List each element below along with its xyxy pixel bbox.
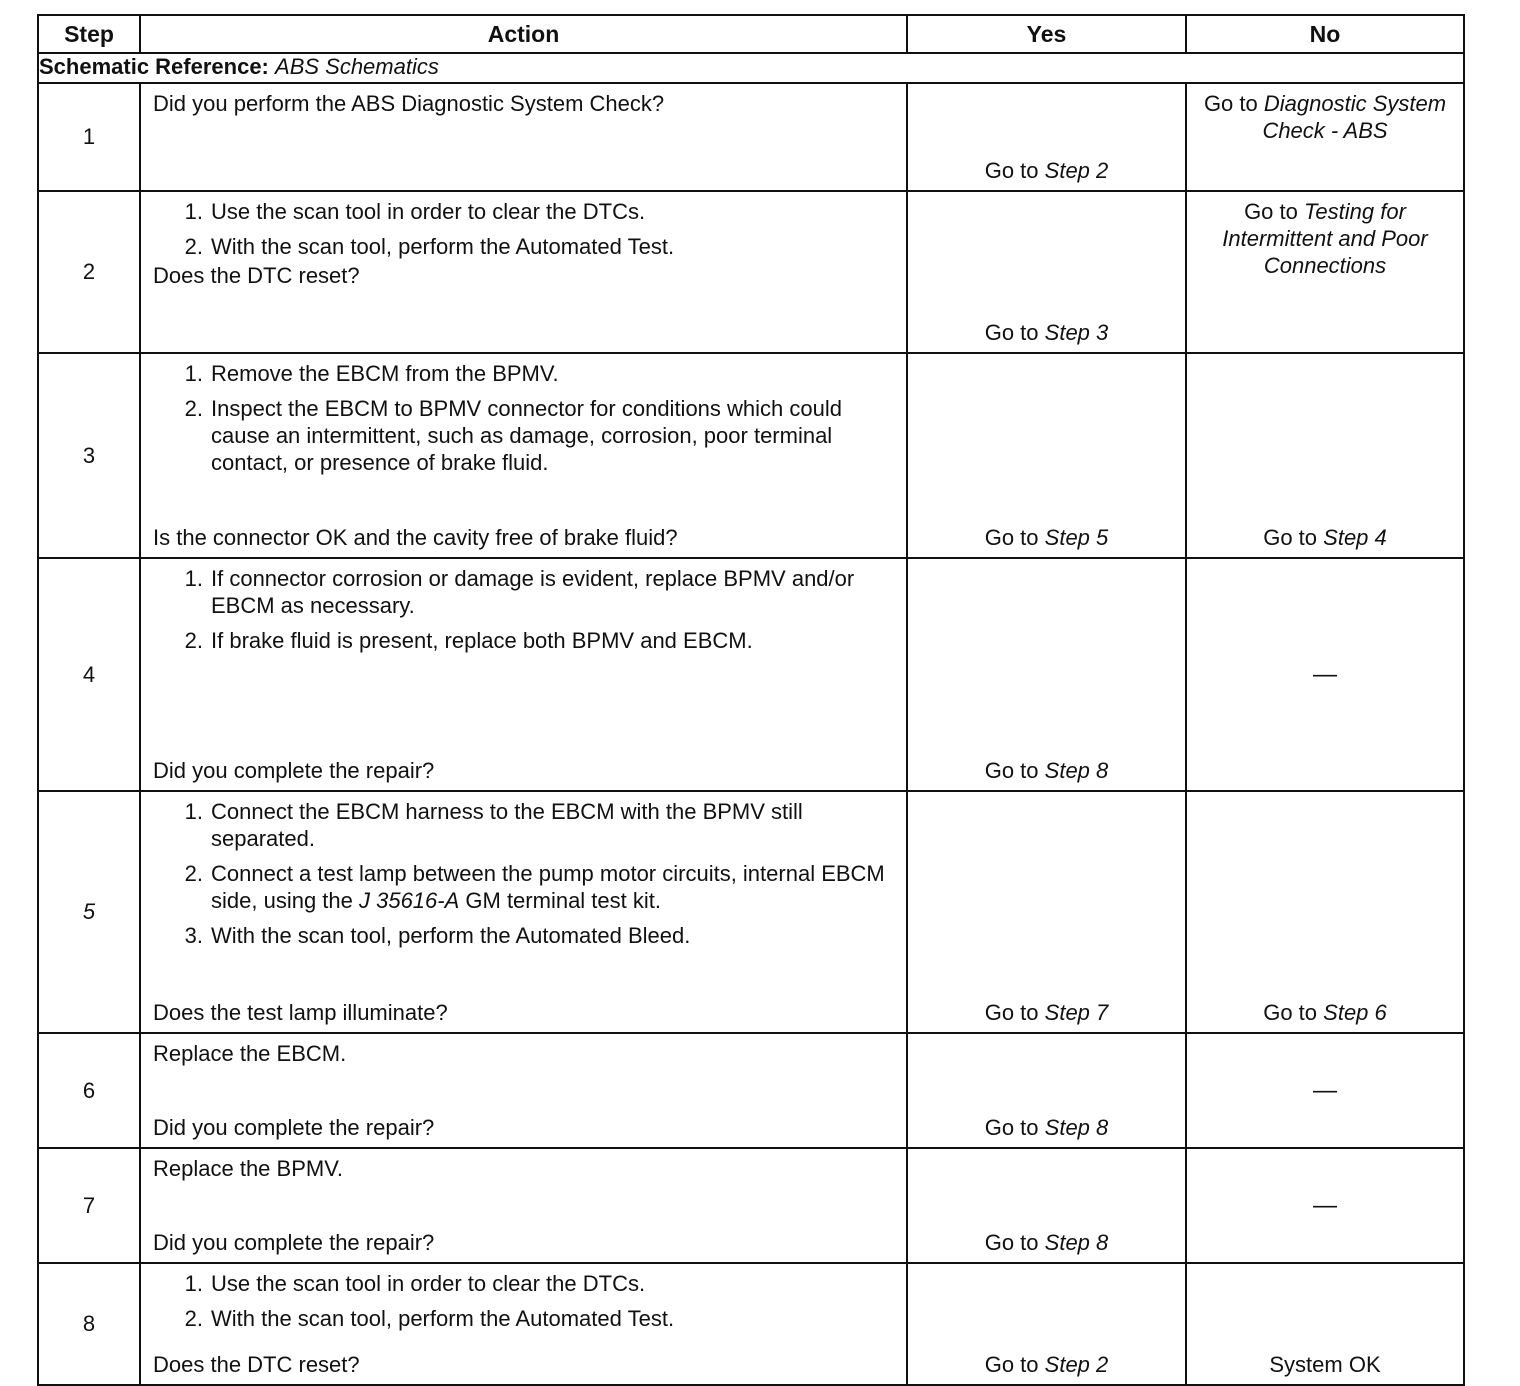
no-prefix: Go to [1263,1000,1318,1025]
no-cell: — [1186,1148,1464,1263]
yes-prefix: Go to [984,1230,1039,1255]
table-row [38,791,1464,1033]
list-item: 2. With the scan tool, perform the Automated Test. [184,234,675,259]
step-number: 4 [38,558,140,791]
no-prefix: Go to [1203,91,1258,116]
yes-cell [907,558,1186,791]
action-cell [140,1033,907,1148]
schematic-value: ABS Schematics [275,54,439,79]
yes-prefix: Go to [984,320,1039,345]
step-number: 1 [38,83,140,191]
action-text: Did you perform the ABS Diagnostic System Check? [153,91,665,116]
yes-cell [907,353,1186,558]
action-cell [140,83,907,191]
yes-cell [907,791,1186,1033]
schematic-reference-row [38,53,1464,83]
action-question: Does the DTC reset? [153,1352,360,1377]
yes-link: Step 8 [1044,1230,1109,1255]
no-cell: System OK [1186,1263,1464,1385]
tool-reference: J 35616-A [358,888,460,913]
yes-prefix: Go to [984,525,1039,550]
action-text: Replace the BPMV. [153,1156,343,1181]
list-item: 2. If brake fluid is present, replace both BPMV and EBCM. [184,628,753,653]
step-number: 8 [38,1263,140,1385]
header-row [38,15,1464,53]
table-row [38,353,1464,558]
action-question: Did you complete the repair? [153,1230,435,1255]
schematic-reference [38,53,1464,83]
table-row [38,1148,1464,1263]
action-question: Does the test lamp illuminate? [153,1000,448,1025]
yes-cell [907,191,1186,353]
list-item: 1. Remove the EBCM from the BPMV. [184,361,559,386]
diagnostic-table [37,14,1465,1386]
list-item: 2. With the scan tool, perform the Automated Test. [184,1306,675,1331]
list-item: 1. Use the scan tool in order to clear the DTCs. [184,1271,646,1296]
yes-link: Step 5 [1044,525,1109,550]
yes-prefix: Go to [984,1000,1039,1025]
step-number: 3 [38,353,140,558]
no-cell: — [1186,1033,1464,1148]
yes-link: Step 2 [1044,158,1109,183]
action-cell [140,791,907,1033]
yes-link: Step 8 [1044,1115,1109,1140]
no-cell [1186,353,1464,558]
yes-prefix: Go to [984,1115,1039,1140]
no-link: Diagnostic System Check - ABS [1262,91,1447,143]
yes-link: Step 3 [1044,320,1109,345]
list-item: 1. If connector corrosion or damage is evident, replace BPMV and/or EBCM as necessary. [184,566,855,618]
no-prefix: Go to [1263,525,1318,550]
table-row [38,1263,1464,1385]
table-row [38,1033,1464,1148]
action-steps [153,1270,894,1332]
action-cell [140,1148,907,1263]
yes-cell [907,1148,1186,1263]
step-number: 5 [38,791,140,1033]
action-cell [140,558,907,791]
yes-link: Step 7 [1044,1000,1109,1025]
list-item: 2. Inspect the EBCM to BPMV connector for conditions which could cause an intermittent, such as damage, corrosion, poor terminal contact, or presence of brake fluid. [184,396,842,475]
no-cell [1186,83,1464,191]
action-question: Is the connector OK and the cavity free of brake fluid? [153,525,678,550]
list-item: 1. Use the scan tool in order to clear the DTCs. [184,199,646,224]
header-action: Action [140,15,907,53]
yes-cell [907,83,1186,191]
step-number: 2 [38,191,140,353]
header-yes: Yes [907,15,1186,53]
list-item: 2. Connect a test lamp between the pump motor circuits, internal EBCM side, using the J 35616-A GM terminal test kit. [184,861,885,913]
no-link: Step 6 [1323,1000,1387,1025]
table-row [38,83,1464,191]
no-prefix: Go to [1244,199,1298,224]
table-row [38,191,1464,353]
action-steps [153,198,894,260]
yes-prefix: Go to [984,158,1039,183]
action-cell [140,353,907,558]
yes-prefix: Go to [984,1352,1039,1377]
list-item: 3. With the scan tool, perform the Automated Bleed. [184,923,691,948]
action-steps [153,798,894,949]
action-cell [140,191,907,353]
action-question: Did you complete the repair? [153,758,435,783]
action-question: Does the DTC reset? [153,263,360,288]
no-link: Step 4 [1323,525,1387,550]
no-link: Testing for Intermittent and Poor Connections [1222,199,1428,278]
no-cell [1186,191,1464,353]
action-steps [153,565,894,654]
yes-cell [907,1263,1186,1385]
yes-link: Step 2 [1044,1352,1109,1377]
yes-prefix: Go to [984,758,1039,783]
no-cell [1186,791,1464,1033]
header-step: Step [38,15,140,53]
header-no: No [1186,15,1464,53]
step-number: 7 [38,1148,140,1263]
no-cell: — [1186,558,1464,791]
action-steps [153,360,894,476]
action-cell [140,1263,907,1385]
action-text: Replace the EBCM. [153,1041,347,1066]
schematic-label: Schematic Reference: [39,54,269,79]
table-row [38,558,1464,791]
action-question: Did you complete the repair? [153,1115,435,1140]
step-number: 6 [38,1033,140,1148]
list-item: 1. Connect the EBCM harness to the EBCM with the BPMV still separated. [184,799,803,851]
yes-link: Step 8 [1044,758,1109,783]
yes-cell [907,1033,1186,1148]
